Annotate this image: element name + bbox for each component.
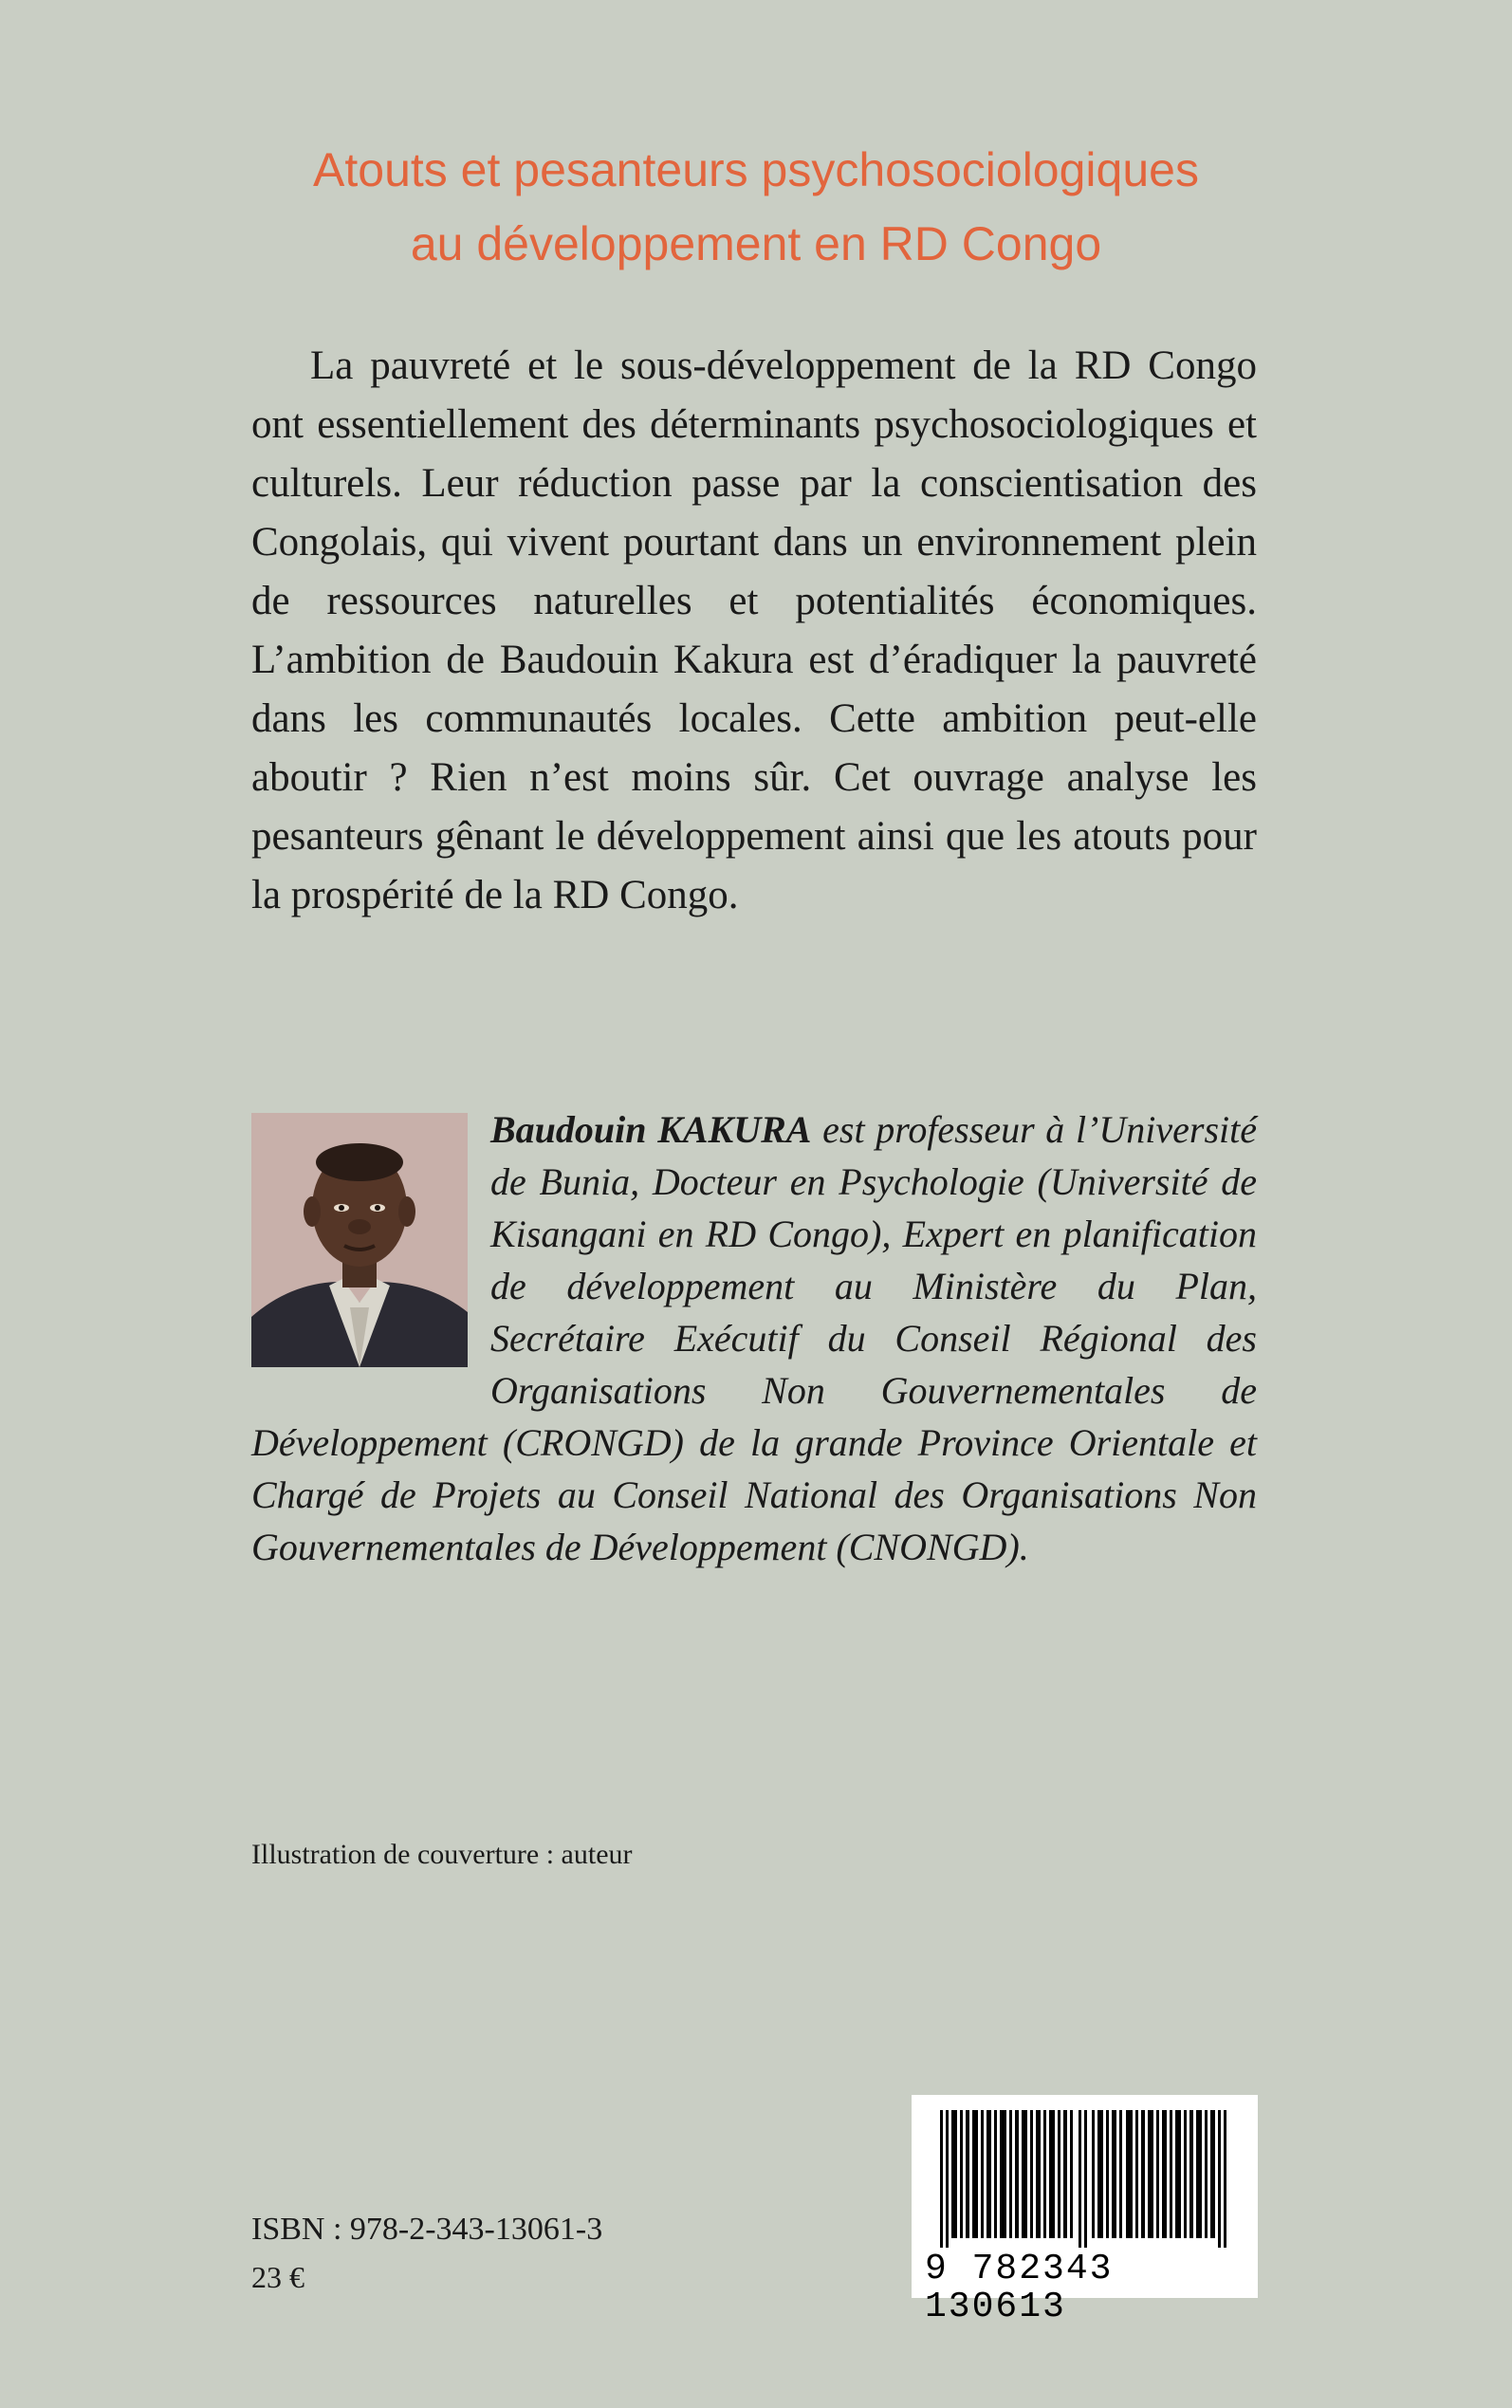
barcode-bars: [940, 2110, 1229, 2248]
price: 23 €: [251, 2260, 304, 2294]
barcode-icon: [912, 2095, 1258, 2327]
barcode-digits: 9 782343 130613: [925, 2249, 1114, 2327]
author-name: Baudouin KAKURA: [490, 1108, 812, 1151]
synopsis-paragraph: La pauvreté et le sous-développement de la RD Congo ont essentiellement des déterminants psychosociologiques et culturels. Leur réduction passe par la conscientisation des Congolais, qui vivent pourtant dans un environnement plein de ressources naturelles et potentialités économiques. L’ambition de Baudouin Kakura est d’éradiquer la pauvreté dans les communautés locales. Cette ambition peut-elle aboutir ? Rien n’est moins sûr. Cet ouvrage analyse les pesanteurs gênant le développement ainsi que les atouts pour la prospérité de la RD Congo.: [251, 343, 1257, 917]
author-bio: [251, 1103, 1257, 1573]
author-photo: [251, 1113, 468, 1367]
isbn: ISBN : 978-2-343-13061-3: [251, 2212, 603, 2247]
author-portrait-image: [251, 1113, 468, 1367]
illustration-credit: Illustration de couverture : auteur: [251, 1839, 633, 1870]
book-title-line-1: Atouts et pesanteurs psychosociologiques: [313, 143, 1199, 196]
author-bio-text: est professeur à l’Université de Bunia, Docteur en Psychologie (Université de Kisangani en RD Congo), Expert en planification de développement au Ministère du Plan, Secrétaire Exécutif du Conseil Régional des Organisations Non Gouvernementales de Développement (CRONGD) de la grande Province Orientale et Chargé de Projets au Conseil National des Organisations Non Gouvernementales de Développement (CNONGD).: [251, 1108, 1257, 1568]
book-title: [142, 133, 1370, 281]
book-title-line-2: au développement en RD Congo: [410, 217, 1102, 270]
